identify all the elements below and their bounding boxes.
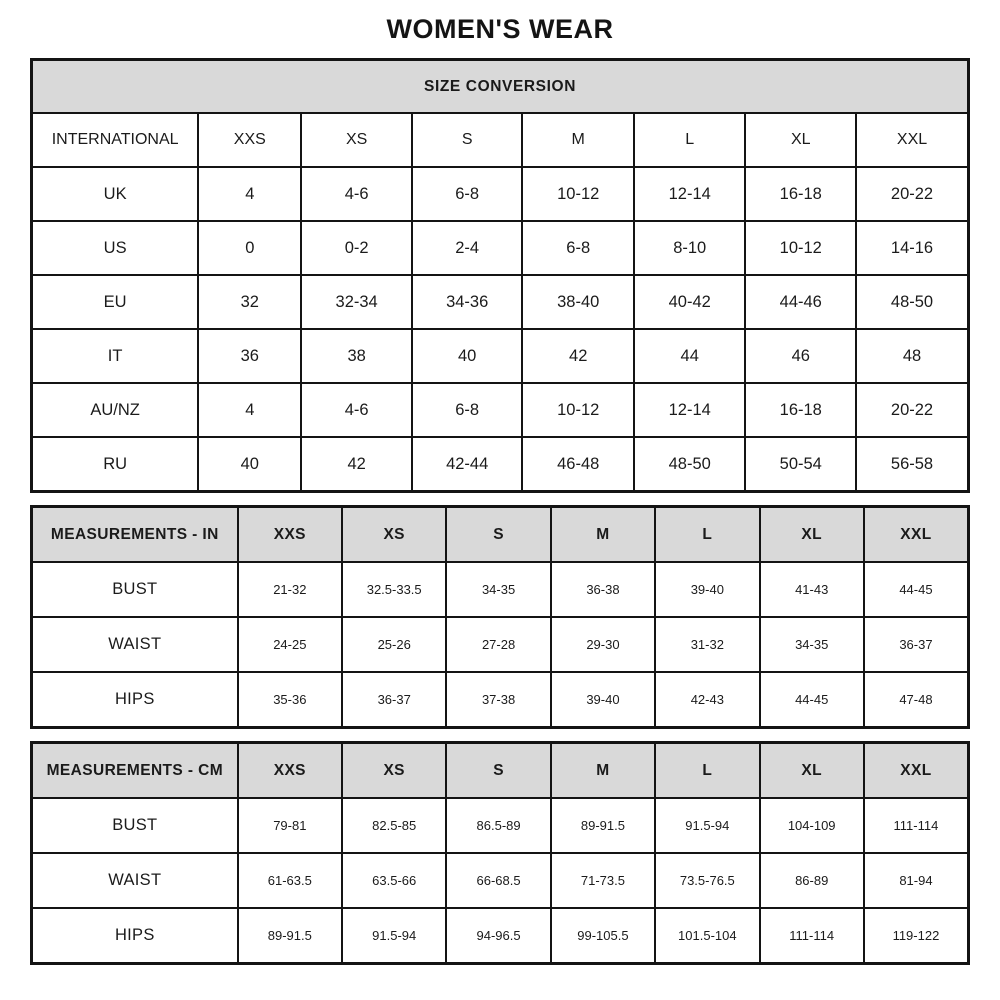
col-header-s: S — [446, 743, 550, 799]
table-cell: 44-45 — [864, 562, 969, 617]
table-cell: 56-58 — [856, 437, 968, 492]
row-label: AU/NZ — [32, 383, 199, 437]
table-row-waist — [32, 617, 969, 672]
measurements-cm-corner-header: MEASUREMENTS - CM — [32, 743, 238, 799]
table-cell: 21-32 — [238, 562, 342, 617]
row-label: HIPS — [32, 908, 238, 964]
table-cell: 47-48 — [864, 672, 969, 728]
col-header-l: L — [655, 507, 759, 563]
table-cell: 34-35 — [446, 562, 550, 617]
table-cell: 12-14 — [634, 167, 746, 221]
table-row-hips — [32, 908, 969, 964]
table-cell: 40 — [412, 329, 523, 383]
table-cell: 42 — [522, 329, 634, 383]
table-cell: 86-89 — [760, 853, 864, 908]
table-cell: 79-81 — [238, 798, 342, 853]
row-label: IT — [32, 329, 199, 383]
table-cell: 32.5-33.5 — [342, 562, 446, 617]
table-cell: 89-91.5 — [238, 908, 342, 964]
table-cell: 46-48 — [522, 437, 634, 492]
table-row-au-nz — [32, 383, 969, 437]
table-cell: 20-22 — [856, 383, 968, 437]
table-cell: 119-122 — [864, 908, 969, 964]
table-cell: 24-25 — [238, 617, 342, 672]
table-cell: 44-46 — [745, 275, 856, 329]
table-cell: 35-36 — [238, 672, 342, 728]
row-label: US — [32, 221, 199, 275]
table-cell: 104-109 — [760, 798, 864, 853]
size-conversion-title: SIZE CONVERSION — [32, 60, 969, 114]
table-cell: 34-36 — [412, 275, 523, 329]
table-cell: 16-18 — [745, 167, 856, 221]
table-cell: 63.5-66 — [342, 853, 446, 908]
table-cell: 39-40 — [551, 672, 655, 728]
table-cell: 4 — [198, 383, 301, 437]
table-row-it — [32, 329, 969, 383]
table-cell: 40-42 — [634, 275, 746, 329]
table-row-us — [32, 221, 969, 275]
table-cell: 91.5-94 — [655, 798, 759, 853]
row-label: WAIST — [32, 853, 238, 908]
table-cell: 6-8 — [522, 221, 634, 275]
table-cell: 25-26 — [342, 617, 446, 672]
table-cell: 44 — [634, 329, 746, 383]
col-header-m: M — [551, 507, 655, 563]
col-header-xs: XS — [301, 113, 412, 167]
col-header-s: S — [446, 507, 550, 563]
measurements-in-header-row — [32, 507, 969, 563]
table-cell: 29-30 — [551, 617, 655, 672]
table-cell: 10-12 — [522, 167, 634, 221]
col-header-s: S — [412, 113, 523, 167]
table-cell: 2-4 — [412, 221, 523, 275]
table-cell: 0-2 — [301, 221, 412, 275]
table-cell: 73.5-76.5 — [655, 853, 759, 908]
col-header-xxl: XXL — [864, 743, 969, 799]
row-label: BUST — [32, 562, 238, 617]
table-cell: 10-12 — [522, 383, 634, 437]
col-header-xxl: XXL — [864, 507, 969, 563]
col-header-xl: XL — [745, 113, 856, 167]
table-row-ru — [32, 437, 969, 492]
table-cell: 10-12 — [745, 221, 856, 275]
table-row-bust — [32, 798, 969, 853]
table-row-eu — [32, 275, 969, 329]
table-cell: 38-40 — [522, 275, 634, 329]
international-corner-header: INTERNATIONAL — [32, 113, 199, 167]
size-conversion-band — [32, 60, 969, 114]
col-header-xs: XS — [342, 507, 446, 563]
table-cell: 16-18 — [745, 383, 856, 437]
table-cell: 38 — [301, 329, 412, 383]
col-header-l: L — [655, 743, 759, 799]
table-cell: 36-37 — [342, 672, 446, 728]
table-cell: 42-44 — [412, 437, 523, 492]
measurements-cm-header-row — [32, 743, 969, 799]
table-cell: 36-38 — [551, 562, 655, 617]
table-cell: 36 — [198, 329, 301, 383]
page-title: WOMEN'S WEAR — [386, 14, 614, 44]
table-cell: 48-50 — [856, 275, 968, 329]
table-cell: 50-54 — [745, 437, 856, 492]
measurements-in-corner-header: MEASUREMENTS - IN — [32, 507, 238, 563]
table-row-bust — [32, 562, 969, 617]
table-cell: 94-96.5 — [446, 908, 550, 964]
measurements-in-table — [30, 505, 970, 729]
table-cell: 6-8 — [412, 383, 523, 437]
table-cell: 14-16 — [856, 221, 968, 275]
table-cell: 101.5-104 — [655, 908, 759, 964]
col-header-m: M — [551, 743, 655, 799]
row-label: WAIST — [32, 617, 238, 672]
table-cell: 8-10 — [634, 221, 746, 275]
row-label: RU — [32, 437, 199, 492]
col-header-m: M — [522, 113, 634, 167]
table-cell: 40 — [198, 437, 301, 492]
table-cell: 61-63.5 — [238, 853, 342, 908]
table-cell: 4-6 — [301, 167, 412, 221]
row-label: UK — [32, 167, 199, 221]
row-label: EU — [32, 275, 199, 329]
table-cell: 42 — [301, 437, 412, 492]
row-label: HIPS — [32, 672, 238, 728]
table-cell: 66-68.5 — [446, 853, 550, 908]
table-cell: 42-43 — [655, 672, 759, 728]
table-cell: 31-32 — [655, 617, 759, 672]
size-conversion-header-row — [32, 113, 969, 167]
table-row-uk — [32, 167, 969, 221]
table-row-hips — [32, 672, 969, 728]
table-cell: 71-73.5 — [551, 853, 655, 908]
col-header-xs: XS — [342, 743, 446, 799]
table-cell: 81-94 — [864, 853, 969, 908]
table-cell: 36-37 — [864, 617, 969, 672]
col-header-l: L — [634, 113, 746, 167]
table-cell: 89-91.5 — [551, 798, 655, 853]
col-header-xxs: XXS — [198, 113, 301, 167]
table-cell: 48-50 — [634, 437, 746, 492]
table-cell: 6-8 — [412, 167, 523, 221]
table-row-waist — [32, 853, 969, 908]
col-header-xxs: XXS — [238, 507, 342, 563]
measurements-cm-table — [30, 741, 970, 965]
table-cell: 82.5-85 — [342, 798, 446, 853]
table-cell: 39-40 — [655, 562, 759, 617]
table-cell: 99-105.5 — [551, 908, 655, 964]
table-cell: 0 — [198, 221, 301, 275]
table-cell: 48 — [856, 329, 968, 383]
row-label: BUST — [32, 798, 238, 853]
table-cell: 4 — [198, 167, 301, 221]
col-header-xxs: XXS — [238, 743, 342, 799]
table-cell: 41-43 — [760, 562, 864, 617]
table-cell: 12-14 — [634, 383, 746, 437]
col-header-xl: XL — [760, 743, 864, 799]
size-conversion-table — [30, 58, 970, 493]
table-cell: 37-38 — [446, 672, 550, 728]
table-cell: 20-22 — [856, 167, 968, 221]
table-cell: 34-35 — [760, 617, 864, 672]
col-header-xl: XL — [760, 507, 864, 563]
table-cell: 111-114 — [864, 798, 969, 853]
table-cell: 91.5-94 — [342, 908, 446, 964]
table-cell: 46 — [745, 329, 856, 383]
table-cell: 111-114 — [760, 908, 864, 964]
col-header-xxl: XXL — [856, 113, 968, 167]
table-cell: 4-6 — [301, 383, 412, 437]
table-cell: 27-28 — [446, 617, 550, 672]
table-cell: 32 — [198, 275, 301, 329]
table-cell: 44-45 — [760, 672, 864, 728]
table-cell: 86.5-89 — [446, 798, 550, 853]
table-cell: 32-34 — [301, 275, 412, 329]
